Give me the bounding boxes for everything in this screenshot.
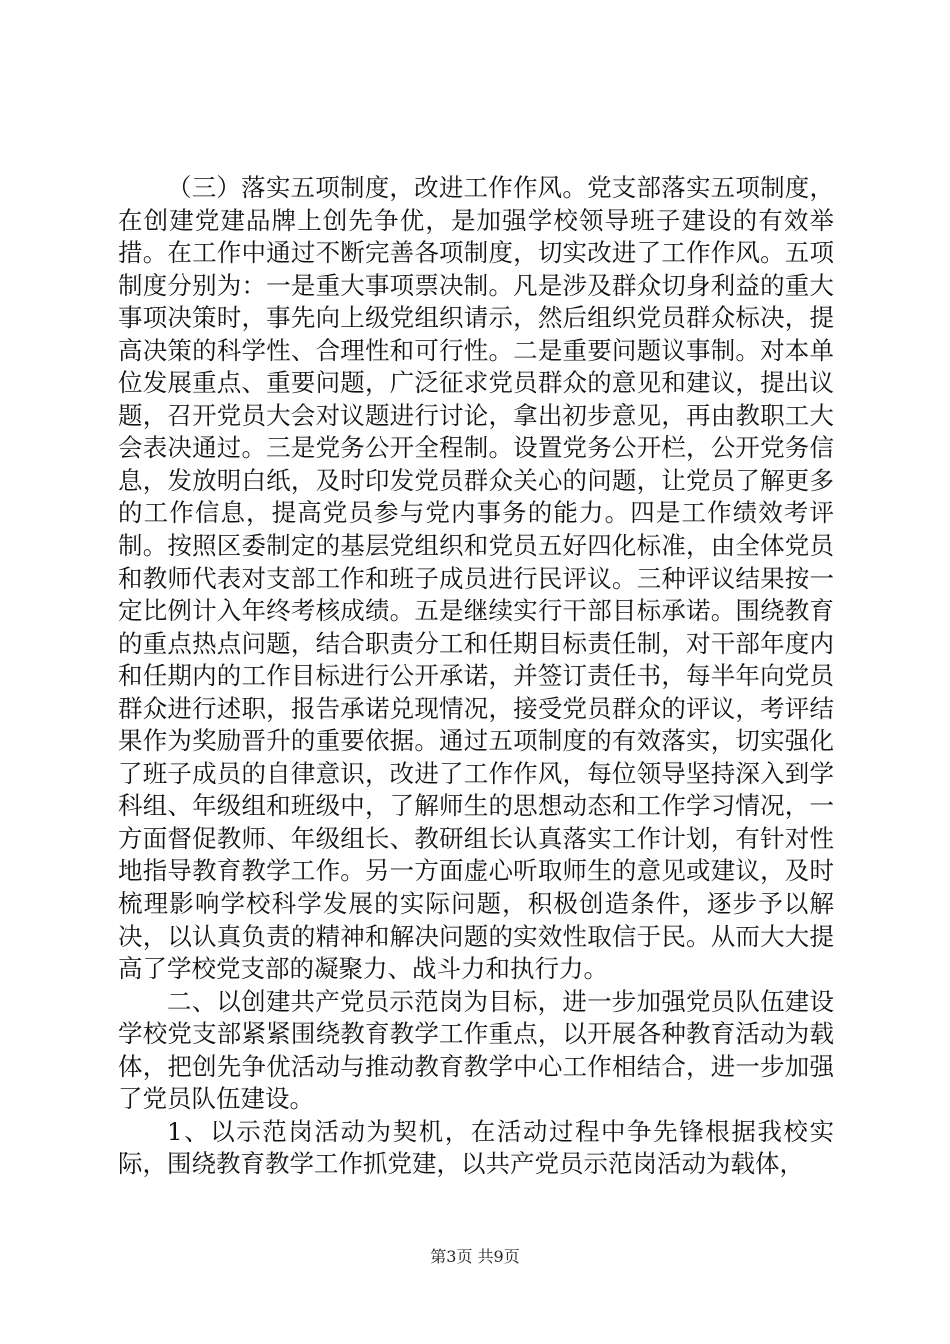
paragraph-model-post-activity: 1、以示范岗活动为契机，在活动过程中争先锋根据我校实际，围绕教育教学工作抓党建，以共产党员示范岗活动为载体， bbox=[118, 1116, 834, 1179]
document-body bbox=[118, 172, 834, 1181]
paragraph-model-post: 二、以创建共产党员示范岗为目标，进一步加强党员队伍建设学校党支部紧紧围绕教育教学工作重点，以开展各种教育活动为载体，把创先争优活动与推动教育教学中心工作相结合，进一步加强了党员队伍建设。 bbox=[118, 986, 834, 1114]
paragraph-five-systems: （三）落实五项制度，改进工作作风。党支部落实五项制度，在创建党建品牌上创先争优，是加强学校领导班子建设的有效举措。在工作中通过不断完善各项制度，切实改进了工作作风。五项制度分别为：一是重大事项票决制。凡是涉及群众切身利益的重大事项决策时，事先向上级党组织请示，然后组织党员群众标决，提高决策的科学性、合理性和可行性。二是重要问题议事制。对本单位发展重点、重要问题，广泛征求党员群众的意见和建议，提出议题，召开党员大会对议题进行讨论，拿出初步意见，再由教职工大会表决通过。三是党务公开全程制。设置党务公开栏，公开党务信息，发放明白纸，及时印发党员群众关心的问题，让党员了解更多的工作信息，提高党员参与党内事务的能力。四是工作绩效考评制。按照区委制定的基层党组织和党员五好四化标准，由全体党员和教师代表对支部工作和班子成员进行民评议。三种评议结果按一定比例计入年终考核成绩。五是继续实行干部目标承诺。围绕教育的重点热点问题，结合职责分工和任期目标责任制，对干部年度内和任期内的工作目标进行公开承诺，并签订责任书，每半年向党员群众进行述职，报告承诺兑现情况，接受党员群众的评议，考评结果作为奖励晋升的重要依据。通过五项制度的有效落实，切实强化了班子成员的自律意识，改进了工作作风，每位领导坚持深入到学科组、年级组和班级中，了解师生的思想动态和工作学习情况，一方面督促教师、年级组长、教研组长认真落实工作计划，有针对性地指导教育教学工作。另一方面虚心听取师生的意见或建议，及时梳理影响学校科学发展的实际问题，积极创造条件，逐步予以解决，以认真负责的精神和解决问题的实效性取信于民。从而大大提高了学校党支部的凝聚力、战斗力和执行力。 bbox=[118, 173, 834, 984]
page-footer: 第3页 共9页 bbox=[430, 1247, 520, 1266]
